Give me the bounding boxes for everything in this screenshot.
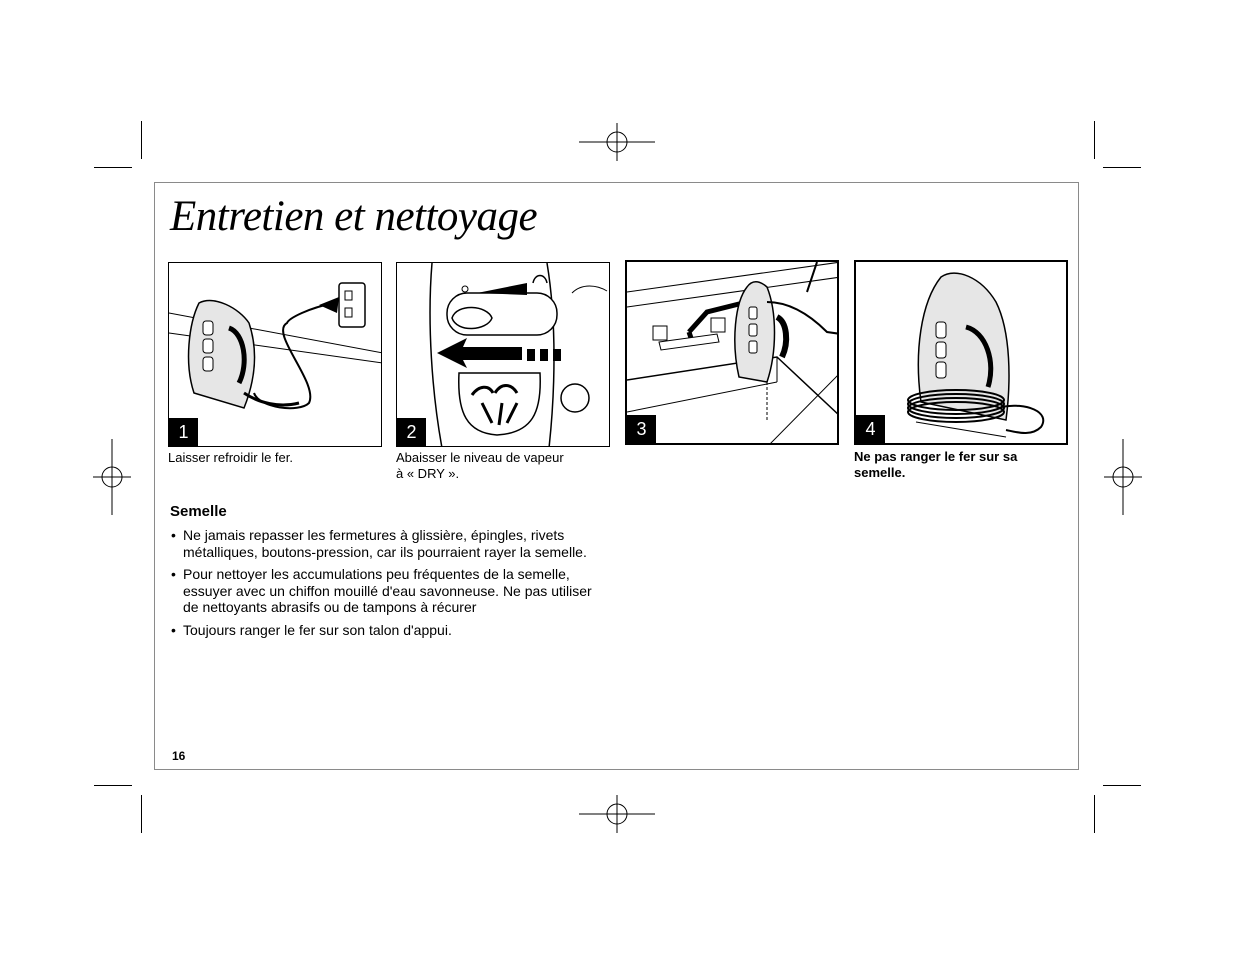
step-4-illustration — [854, 260, 1068, 445]
bullet-text: Ne jamais repasser les fermetures à glissière, épingles, rivets métalliques, boutons-pression, car ils pourraient rayer la semelle. — [183, 527, 587, 560]
caption-line: Abaisser le niveau de vapeur — [396, 450, 564, 465]
caption-line: semelle. — [854, 465, 906, 480]
page-number: 16 — [172, 749, 186, 763]
bullet-list — [170, 527, 610, 644]
registration-mark-icon — [1104, 439, 1142, 515]
step-number: 1 — [169, 418, 198, 446]
crop-mark — [1094, 795, 1095, 833]
iron-cord-storage-icon — [856, 262, 1068, 445]
registration-mark-icon — [579, 123, 655, 161]
step-2-caption — [396, 450, 564, 482]
crop-mark — [1094, 121, 1095, 159]
page-title: Entretien et nettoyage — [170, 193, 538, 240]
crop-mark — [1103, 785, 1141, 786]
step-number: 2 — [397, 418, 426, 446]
crop-mark — [1103, 167, 1141, 168]
crop-mark — [141, 121, 142, 159]
registration-mark-icon — [579, 795, 655, 833]
step-number: 3 — [627, 415, 656, 443]
step-4-caption — [854, 449, 1017, 481]
bullet-icon: • — [171, 566, 176, 582]
iron-empty-sink-icon — [627, 262, 839, 445]
caption-line: à « DRY ». — [396, 466, 460, 481]
list-item — [170, 622, 610, 639]
section-heading: Semelle — [170, 503, 227, 520]
step-1-caption — [168, 450, 293, 466]
crop-mark — [94, 785, 132, 786]
step-number: 4 — [856, 415, 885, 443]
step-3-illustration — [625, 260, 839, 445]
step-1-illustration — [168, 262, 382, 447]
step-2-illustration — [396, 262, 610, 447]
crop-mark — [94, 167, 132, 168]
iron-unplug-icon — [169, 263, 382, 447]
bullet-text: Pour nettoyer les accumulations peu fréquentes de la semelle, essuyer avec un chiffon mouillé d'eau savonneuse. Ne pas utiliser de nettoyants abrasifs ou de tampons à récurer — [183, 566, 592, 615]
caption-text: Laisser refroidir le fer. — [168, 450, 293, 465]
bullet-icon: • — [171, 527, 176, 543]
crop-mark — [141, 795, 142, 833]
steam-dial-icon — [397, 263, 610, 447]
caption-line: Ne pas ranger le fer sur sa — [854, 449, 1018, 464]
bullet-icon: • — [171, 621, 176, 638]
registration-mark-icon — [93, 439, 131, 515]
list-item — [170, 566, 610, 616]
list-item — [170, 527, 610, 560]
bullet-text: Toujours ranger le fer sur son talon d'appui. — [183, 621, 452, 638]
